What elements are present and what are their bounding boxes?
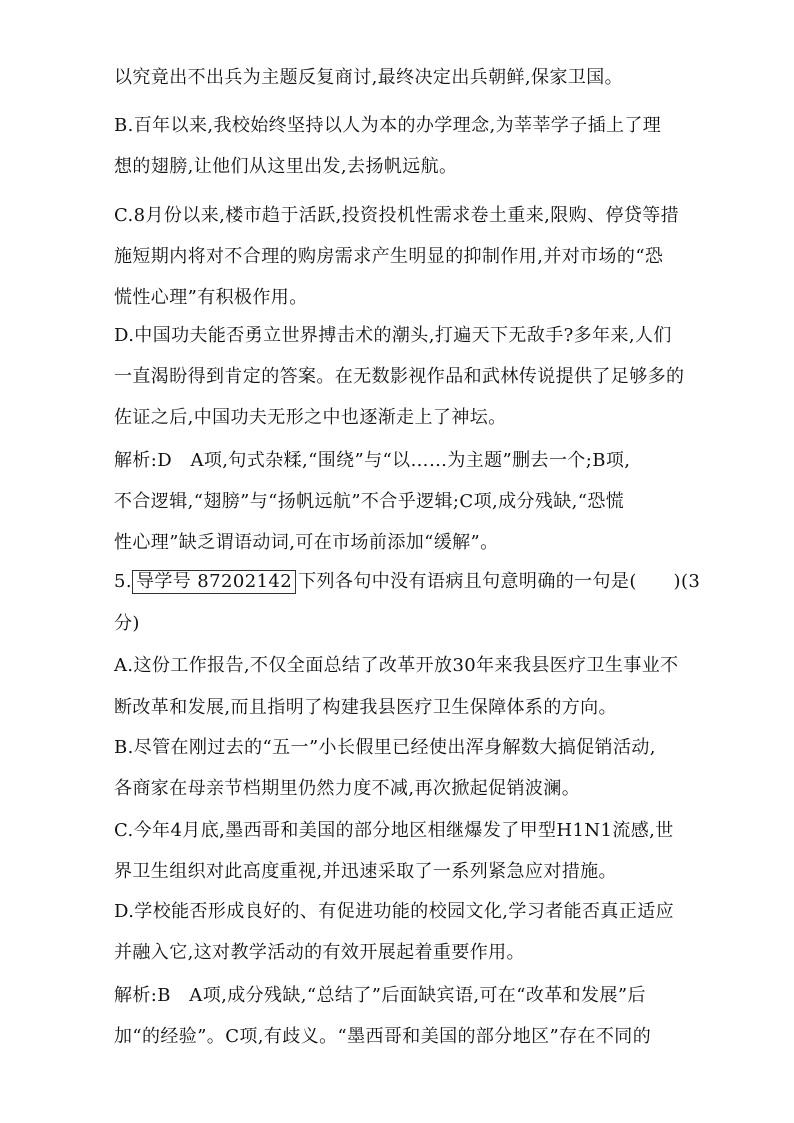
q4-analysis-line-2: 不合逻辑,“翅膀”与“扬帆远航”不合乎逻辑;C项,成分残缺,“恐慌 (114, 491, 625, 512)
q5-analysis-line-2: 加“的经验”。C项,有歧义。“墨西哥和美国的部分地区”存在不同的 (114, 1026, 652, 1047)
question-stem: 下列各句中没有语病且句意明确的一句是( )(3 (298, 571, 701, 592)
q5-option-a-line-2: 断改革和发展,而且指明了构建我县医疗卫生保障体系的方向。 (114, 697, 617, 718)
q5-stem-line-1 (114, 570, 701, 594)
q5-analysis-line-1: 解析:B A项,成分残缺,“总结了”后面缺宾语,可在“改革和发展”后 (114, 985, 646, 1006)
q4-option-a-continuation: 以究竟出不出兵为主题反复商讨,最终决定出兵朝鲜,保家卫国。 (114, 67, 624, 88)
q4-option-c-line-1: C.8月份以来,楼市趋于活跃,投资投机性需求卷土重来,限购、停贷等措 (114, 205, 680, 226)
guide-number-tag[interactable]: 导学号 87202142 (132, 570, 296, 594)
q5-option-b-line-1: B.尽管在刚过去的“五一”小长假里已经使出浑身解数大搞促销活动, (114, 737, 656, 758)
q4-option-d-line-2: 一直渴盼得到肯定的答案。在无数影视作品和武林传说提供了足够多的 (114, 366, 685, 387)
q4-option-c-line-2: 施短期内将对不合理的购房需求产生明显的抑制作用,并对市场的“恐 (114, 246, 664, 267)
q4-option-c-line-3: 慌性心理”有积极作用。 (114, 287, 308, 308)
q4-option-b-line-2: 想的翅膀,让他们从这里出发,去扬帆远航。 (114, 156, 458, 177)
q4-option-b-line-1: B.百年以来,我校始终坚持以人为本的办学理念,为莘莘学子插上了理 (114, 115, 662, 136)
q5-option-b-line-2: 各商家在母亲节档期里仍然力度不减,再次掀起促销波澜。 (114, 778, 581, 799)
question-number: 5. (114, 571, 132, 592)
q5-option-c-line-1: C.今年4月底,墨西哥和美国的部分地区相继爆发了甲型H1N1流感,世 (114, 820, 674, 841)
q5-option-d-line-1: D.学校能否形成良好的、有促进功能的校园文化,学习者能否真正适应 (114, 901, 675, 922)
q5-stem-line-2: 分) (114, 613, 140, 634)
q4-option-d-line-3: 佐证之后,中国功夫无形之中也逐渐走上了神坛。 (114, 407, 507, 428)
q5-option-d-line-2: 并融入它,这对教学活动的有效开展起着重要作用。 (114, 942, 525, 963)
q4-analysis-line-1: 解析:D A项,句式杂糅,“围绕”与“以……为主题”删去一个;B项, (114, 450, 631, 471)
q5-option-a-line-1: A.这份工作报告,不仅全面总结了改革开放30年来我县医疗卫生事业不 (114, 655, 679, 676)
q4-analysis-line-3: 性心理”缺乏谓语动词,可在市场前添加“缓解”。 (114, 532, 499, 553)
q4-option-d-line-1: D.中国功夫能否勇立世界搏击术的潮头,打遍天下无敌手?多年来,人们 (114, 325, 672, 346)
q5-option-c-line-2: 界卫生组织对此高度重视,并迅速采取了一系列紧急应对措施。 (114, 861, 617, 882)
